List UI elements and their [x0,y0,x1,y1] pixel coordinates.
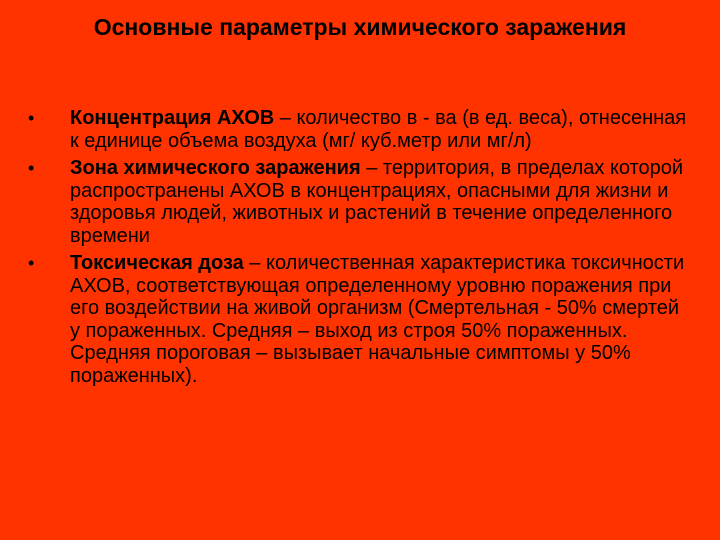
term-label: Токсическая доза [70,252,244,274]
term-description: – территория, в пределах которой распространены АХОВ в концентрациях, опасными для жизни и здоровья людей, животных и растений в течение определенного времени [70,157,684,247]
bullet-icon: • [28,253,35,273]
list-item [28,157,688,247]
list-item [28,252,688,387]
term-description: – количественная характеристика токсичности АХОВ, соответствующая определенному уровню поражения при его воздействии на живой организм (Смертельная - 50% смертей у пораженных. Средняя – выход из строя 50% пораженных. Средняя пороговая – вызывает начальные симптомы у 50% пораженных). [70,252,685,387]
bullet-list [28,107,688,392]
list-item [28,107,688,152]
bullet-icon: • [28,158,35,178]
term-label: Зона химического заражения [70,157,361,179]
term-description: – количество в - ва (в ед. веса), отнесенная к единице объема воздуха (мг/ куб.метр или мг/л) [70,107,687,152]
bullet-icon: • [28,108,35,128]
slide-title: Основные параметры химического заражения [93,14,627,40]
term-label: Концентрация АХОВ [70,107,275,129]
